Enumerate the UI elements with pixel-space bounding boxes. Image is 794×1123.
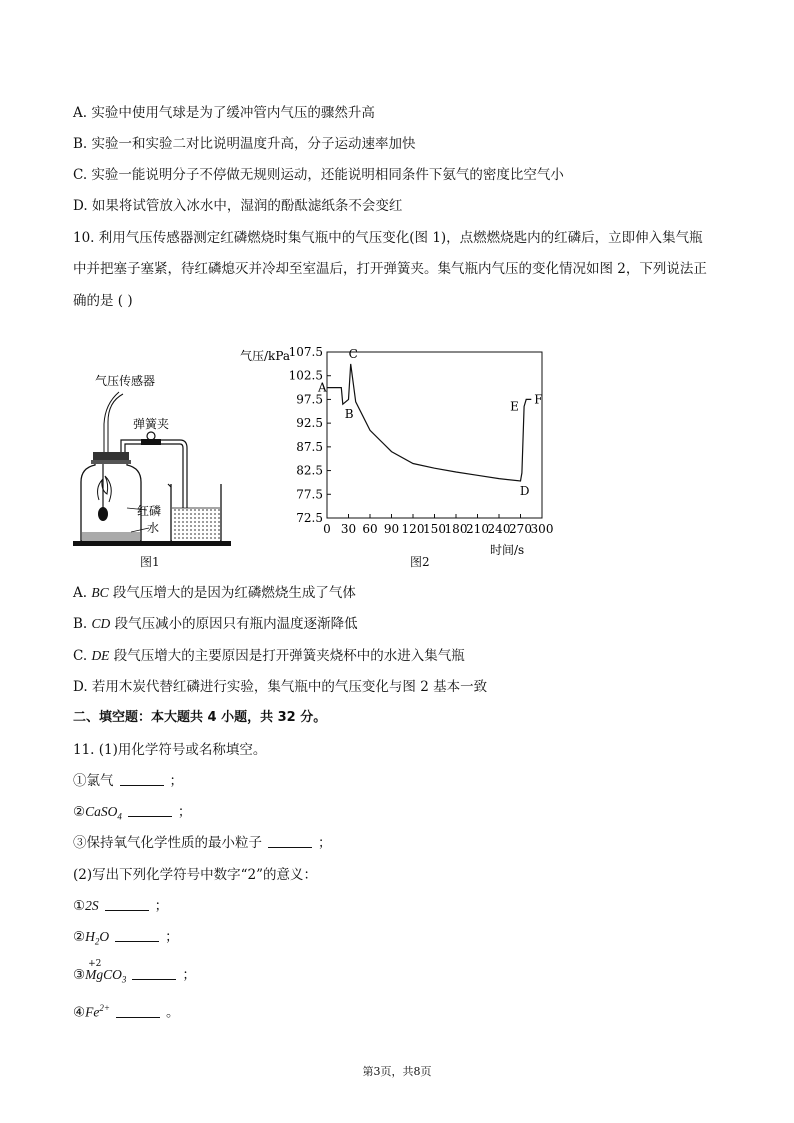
q9-option-b: B. 实验一和实验二对比说明温度升高，分子运动速率加快 (73, 136, 416, 152)
q10-option-c: C. DE 段气压增大的主要原因是打开弹簧夹烧杯中的水进入集气瓶 (73, 648, 465, 664)
clamp-spring (147, 432, 155, 440)
q11-part2: (2)写出下列化学符号中数字“2”的意义： (73, 867, 318, 883)
answer-blank[interactable] (116, 1005, 160, 1018)
gas-bottle (81, 458, 141, 541)
y-tick-label: 72.5 (296, 511, 323, 525)
water-label: 水 (147, 521, 160, 535)
q10-stem-line3: 确的是 ( ) (73, 293, 133, 309)
y-tick-label: 97.5 (296, 392, 323, 407)
q10-option-d: D. 若用木炭代替红磷进行实验，集气瓶中的气压变化与图 2 基本一致 (73, 679, 488, 695)
answer-blank[interactable] (105, 898, 149, 911)
y-tick-label: 82.5 (296, 463, 323, 478)
page-footer: 第3页，共8页 (362, 1065, 432, 1078)
pressure-curve (327, 364, 531, 481)
point-label-b: B (344, 407, 354, 422)
x-axis-label: 时间/s (490, 543, 525, 557)
valence-charge: +2 (88, 959, 102, 969)
stopper (93, 452, 129, 460)
x-tick-label: 120 (401, 522, 425, 536)
spring-clamp (141, 439, 161, 445)
answer-blank[interactable] (120, 773, 164, 786)
table-base (73, 541, 231, 546)
x-tick-label: 90 (383, 522, 400, 536)
section2-heading: 二、填空题：本大题共 4 小题，共 32 分。 (73, 710, 327, 725)
beaker-water (172, 508, 220, 541)
x-tick-label: 0 (323, 522, 331, 536)
q11-item3: ③保持氧气化学性质的最小粒子 ； (73, 835, 332, 851)
q11-sub2: $②H_2O$ ； (73, 929, 179, 947)
sensor-wire-2 (104, 392, 119, 452)
point-label-c: C (348, 346, 358, 361)
q11-sub4: $④Fe^{2+}$ 。 (73, 1003, 180, 1021)
q11-item1: ①氯气 ； (73, 773, 183, 789)
y-axis-label: 气压/kPa (240, 349, 291, 363)
q9-option-d: D. 如果将试管放入冰水中，湿润的酚酞滤纸条不会变红 (73, 198, 403, 214)
point-label-d: D (519, 484, 530, 499)
q10-stem-line2: 中并把塞子塞紧，待红磷熄灭并冷却至室温后，打开弹簧夹。集气瓶内气压的变化情况如图 2，下列说法正 (73, 261, 707, 277)
spoon-cup (98, 507, 108, 521)
x-tick-label: 60 (362, 522, 378, 536)
y-tick-label: 77.5 (296, 487, 323, 502)
y-tick-label: 92.5 (296, 416, 323, 431)
figure1-caption: 图1 (140, 555, 160, 569)
point-label-f: F (534, 392, 543, 407)
point-label-e: E (510, 399, 519, 414)
y-tick-label: 87.5 (296, 439, 323, 454)
sensor-label: 气压传感器 (95, 374, 156, 388)
answer-blank[interactable] (132, 967, 176, 980)
q9-option-c: C. 实验一能说明分子不停做无规则运动，还能说明相同条件下氨气的密度比空气小 (73, 167, 564, 183)
q11-part1: 11. (1)用化学符号或名称填空。 (73, 742, 267, 758)
figure1-apparatus (65, 360, 240, 570)
answer-blank[interactable] (115, 929, 159, 942)
plot-frame (327, 352, 542, 518)
q11-sub3: ③ +2 MgCO$_3$ ； (73, 966, 196, 989)
x-tick-label: 240 (487, 522, 511, 536)
x-tick-label: 210 (466, 522, 489, 536)
x-tick-label: 180 (444, 522, 468, 536)
x-tick-label: 300 (530, 522, 554, 536)
q10-stem-line1: 10. 利用气压传感器测定红磷燃烧时集气瓶中的气压变化(图 1)，点燃燃烧匙内的红磷后，立即伸入集气瓶 (73, 230, 703, 246)
point-label-a: A (318, 380, 327, 395)
figure2-caption: 图2 (410, 555, 430, 569)
y-tick-label: 102.5 (288, 368, 323, 383)
x-tick-label: 270 (509, 522, 532, 536)
q10-option-a: A. BC 段气压增大的是因为红磷燃烧生成了气体 (73, 585, 356, 601)
q9-option-a: A. 实验中使用气球是为了缓冲管内气压的骤然升高 (73, 105, 375, 121)
figure2-pressure-chart (232, 340, 572, 562)
q11-item2: ②CaSO$_4$ ； (73, 804, 192, 822)
y-tick-label: 107.5 (288, 345, 323, 359)
stopper-lower (91, 460, 131, 464)
bottle-water (82, 532, 140, 541)
phosphorus-label: 红磷 (137, 504, 162, 518)
q11-sub1: ①2S ； (73, 898, 169, 914)
x-tick-label: 30 (340, 522, 357, 536)
answer-blank[interactable] (268, 835, 312, 848)
q10-option-b: B. CD 段气压减小的原因只有瓶内温度逐渐降低 (73, 616, 358, 632)
x-tick-label: 150 (423, 522, 446, 536)
answer-blank[interactable] (128, 804, 172, 817)
flame (98, 476, 112, 502)
clamp-label: 弹簧夹 (133, 417, 170, 431)
